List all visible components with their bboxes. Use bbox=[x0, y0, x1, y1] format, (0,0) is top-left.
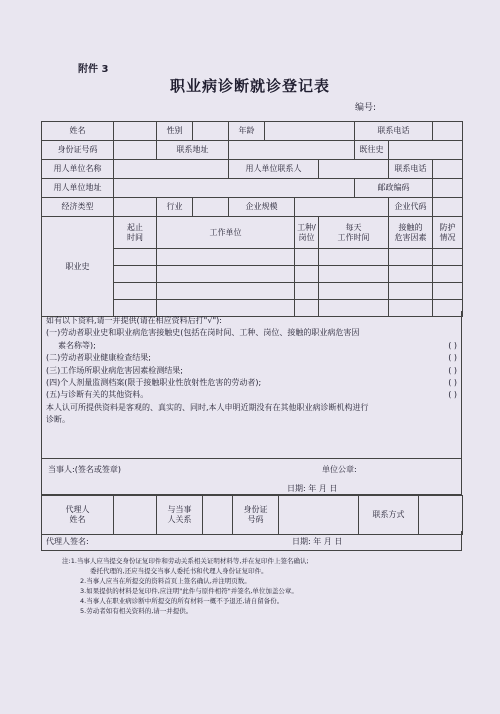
agent-id-label: 身份证 号码 bbox=[233, 496, 279, 535]
doc-item-1-cont: 素名称等); bbox=[58, 340, 96, 350]
documents-section bbox=[41, 311, 462, 459]
phone2-label: 联系电话 bbox=[389, 160, 433, 179]
doc-checkbox[interactable]: ( ) bbox=[448, 353, 457, 363]
serial-number-label: 编号: bbox=[355, 103, 377, 113]
agent-signature-section bbox=[41, 531, 462, 551]
attachment-label: 附件 3 bbox=[78, 64, 109, 75]
agent-signature-label[interactable]: 代理人签名: bbox=[46, 537, 89, 546]
statement: 本人认可所提供资料是客观的、真实的、同时,本人申明近期没有在其他职业病诊断机构进行 bbox=[46, 402, 369, 412]
doc-checkbox[interactable]: ( ) bbox=[448, 377, 457, 387]
party-date[interactable]: 日期: 年 月 日 bbox=[287, 484, 338, 493]
employer-contact-label: 用人单位联系人 bbox=[229, 160, 319, 179]
history-label: 既往史 bbox=[355, 141, 389, 160]
doc-item-5: (五)与诊断有关的其他资料。 bbox=[46, 390, 149, 400]
scale-label: 企业规模 bbox=[229, 198, 295, 217]
agent-relation-field[interactable] bbox=[203, 496, 233, 535]
unit-seal-label: 单位公章: bbox=[322, 465, 357, 474]
agent-contact-field[interactable] bbox=[419, 496, 463, 535]
name-label: 姓名 bbox=[42, 122, 114, 141]
econ-type-label: 经济类型 bbox=[42, 198, 114, 217]
scale-field[interactable] bbox=[295, 198, 389, 217]
doc-item-4: (四)个人剂量监测档案(限于接触职业性放射性危害的劳动者); bbox=[46, 377, 262, 387]
org-code-field[interactable] bbox=[433, 198, 463, 217]
phone2-field[interactable] bbox=[433, 160, 463, 179]
history-field[interactable] bbox=[389, 141, 463, 160]
statement-cont: 诊断。 bbox=[46, 415, 70, 425]
employer-name-label: 用人单位名称 bbox=[42, 160, 114, 179]
col-position-header: 工种/ 岗位 bbox=[295, 217, 319, 249]
page-title: 职业病诊断就诊登记表 bbox=[169, 77, 330, 95]
col-protection-header: 防护 情况 bbox=[433, 217, 463, 249]
agent-name-field[interactable] bbox=[114, 496, 157, 535]
id-number-label: 身份证号码 bbox=[42, 141, 114, 160]
doc-item-2: (二)劳动者职业健康检查结果; bbox=[46, 353, 151, 363]
id-number-field[interactable] bbox=[114, 141, 157, 160]
doc-checkbox[interactable]: ( ) bbox=[448, 340, 457, 350]
employer-address-field[interactable] bbox=[114, 179, 355, 198]
doc-checkbox[interactable]: ( ) bbox=[448, 390, 457, 400]
col-workplace-header: 工作单位 bbox=[157, 217, 295, 249]
age-field[interactable] bbox=[265, 122, 355, 141]
phone-label: 联系电话 bbox=[355, 122, 433, 141]
note-4: 4.当事人在职业病诊断中所提交的所有材料一概不予退还,请自留备份。 bbox=[80, 597, 284, 606]
party-signer-label[interactable]: 当事人:(签名或签章) bbox=[48, 465, 121, 474]
age-label: 年龄 bbox=[229, 122, 265, 141]
note-3: 3.如果提供的材料是复印件,应注明"此件与原件相符"并签名,单位加盖公章。 bbox=[80, 587, 298, 596]
notes-section bbox=[62, 556, 472, 616]
agent-date[interactable]: 日期: 年 月 日 bbox=[292, 537, 343, 546]
note-1-cont: 委托代理的,还应当提交当事人委托书和代理人身份证复印件。 bbox=[90, 567, 268, 576]
employer-name-field[interactable] bbox=[114, 160, 229, 179]
postcode-label: 邮政编码 bbox=[355, 179, 433, 198]
job-history-label: 职业史 bbox=[42, 217, 114, 317]
documents-intro: 如有以下资料,请一并提供(请在相应资料后打"√"): bbox=[46, 316, 222, 325]
note-5: 5.劳动者如有相关资料的,请一并提供。 bbox=[80, 607, 193, 616]
doc-checkbox[interactable]: ( ) bbox=[448, 365, 457, 375]
industry-field[interactable] bbox=[193, 198, 229, 217]
industry-label: 行业 bbox=[157, 198, 193, 217]
employer-address-label: 用人单位地址 bbox=[42, 179, 114, 198]
phone-field[interactable] bbox=[433, 122, 463, 141]
col-hours-header: 每天 工作时间 bbox=[319, 217, 389, 249]
gender-label: 性别 bbox=[157, 122, 193, 141]
col-hazard-header: 接触的 危害因素 bbox=[389, 217, 433, 249]
name-field[interactable] bbox=[114, 122, 157, 141]
agent-id-field[interactable] bbox=[279, 496, 359, 535]
party-signature-section bbox=[41, 459, 462, 495]
note-1: 注:1.当事人应当提交身份证复印件和劳动关系相关证明材料等,并在复印件上签名确认; bbox=[62, 557, 309, 565]
doc-item-3: (三)工作场所职业病危害因素检测结果; bbox=[46, 365, 183, 375]
doc-item-1: (一)劳动者职业史和职业病危害接触史(包括在岗时间、工种、岗位、接触的职业病危害因 bbox=[46, 328, 360, 338]
registration-table bbox=[41, 121, 463, 317]
econ-type-field[interactable] bbox=[114, 198, 157, 217]
note-2: 2.当事人应当在所提交的资料首页上签名确认,并注明页数。 bbox=[80, 577, 251, 586]
address-field[interactable] bbox=[229, 141, 355, 160]
agent-table bbox=[41, 495, 463, 535]
address-label: 联系地址 bbox=[157, 141, 229, 160]
agent-name-label: 代理人 姓名 bbox=[42, 496, 114, 535]
postcode-field[interactable] bbox=[433, 179, 463, 198]
org-code-label: 企业代码 bbox=[389, 198, 433, 217]
col-period-header: 起止 时间 bbox=[114, 217, 157, 249]
gender-field[interactable] bbox=[193, 122, 229, 141]
agent-contact-label: 联系方式 bbox=[359, 496, 419, 535]
employer-contact-field[interactable] bbox=[319, 160, 389, 179]
agent-relation-label: 与当事 人关系 bbox=[157, 496, 203, 535]
